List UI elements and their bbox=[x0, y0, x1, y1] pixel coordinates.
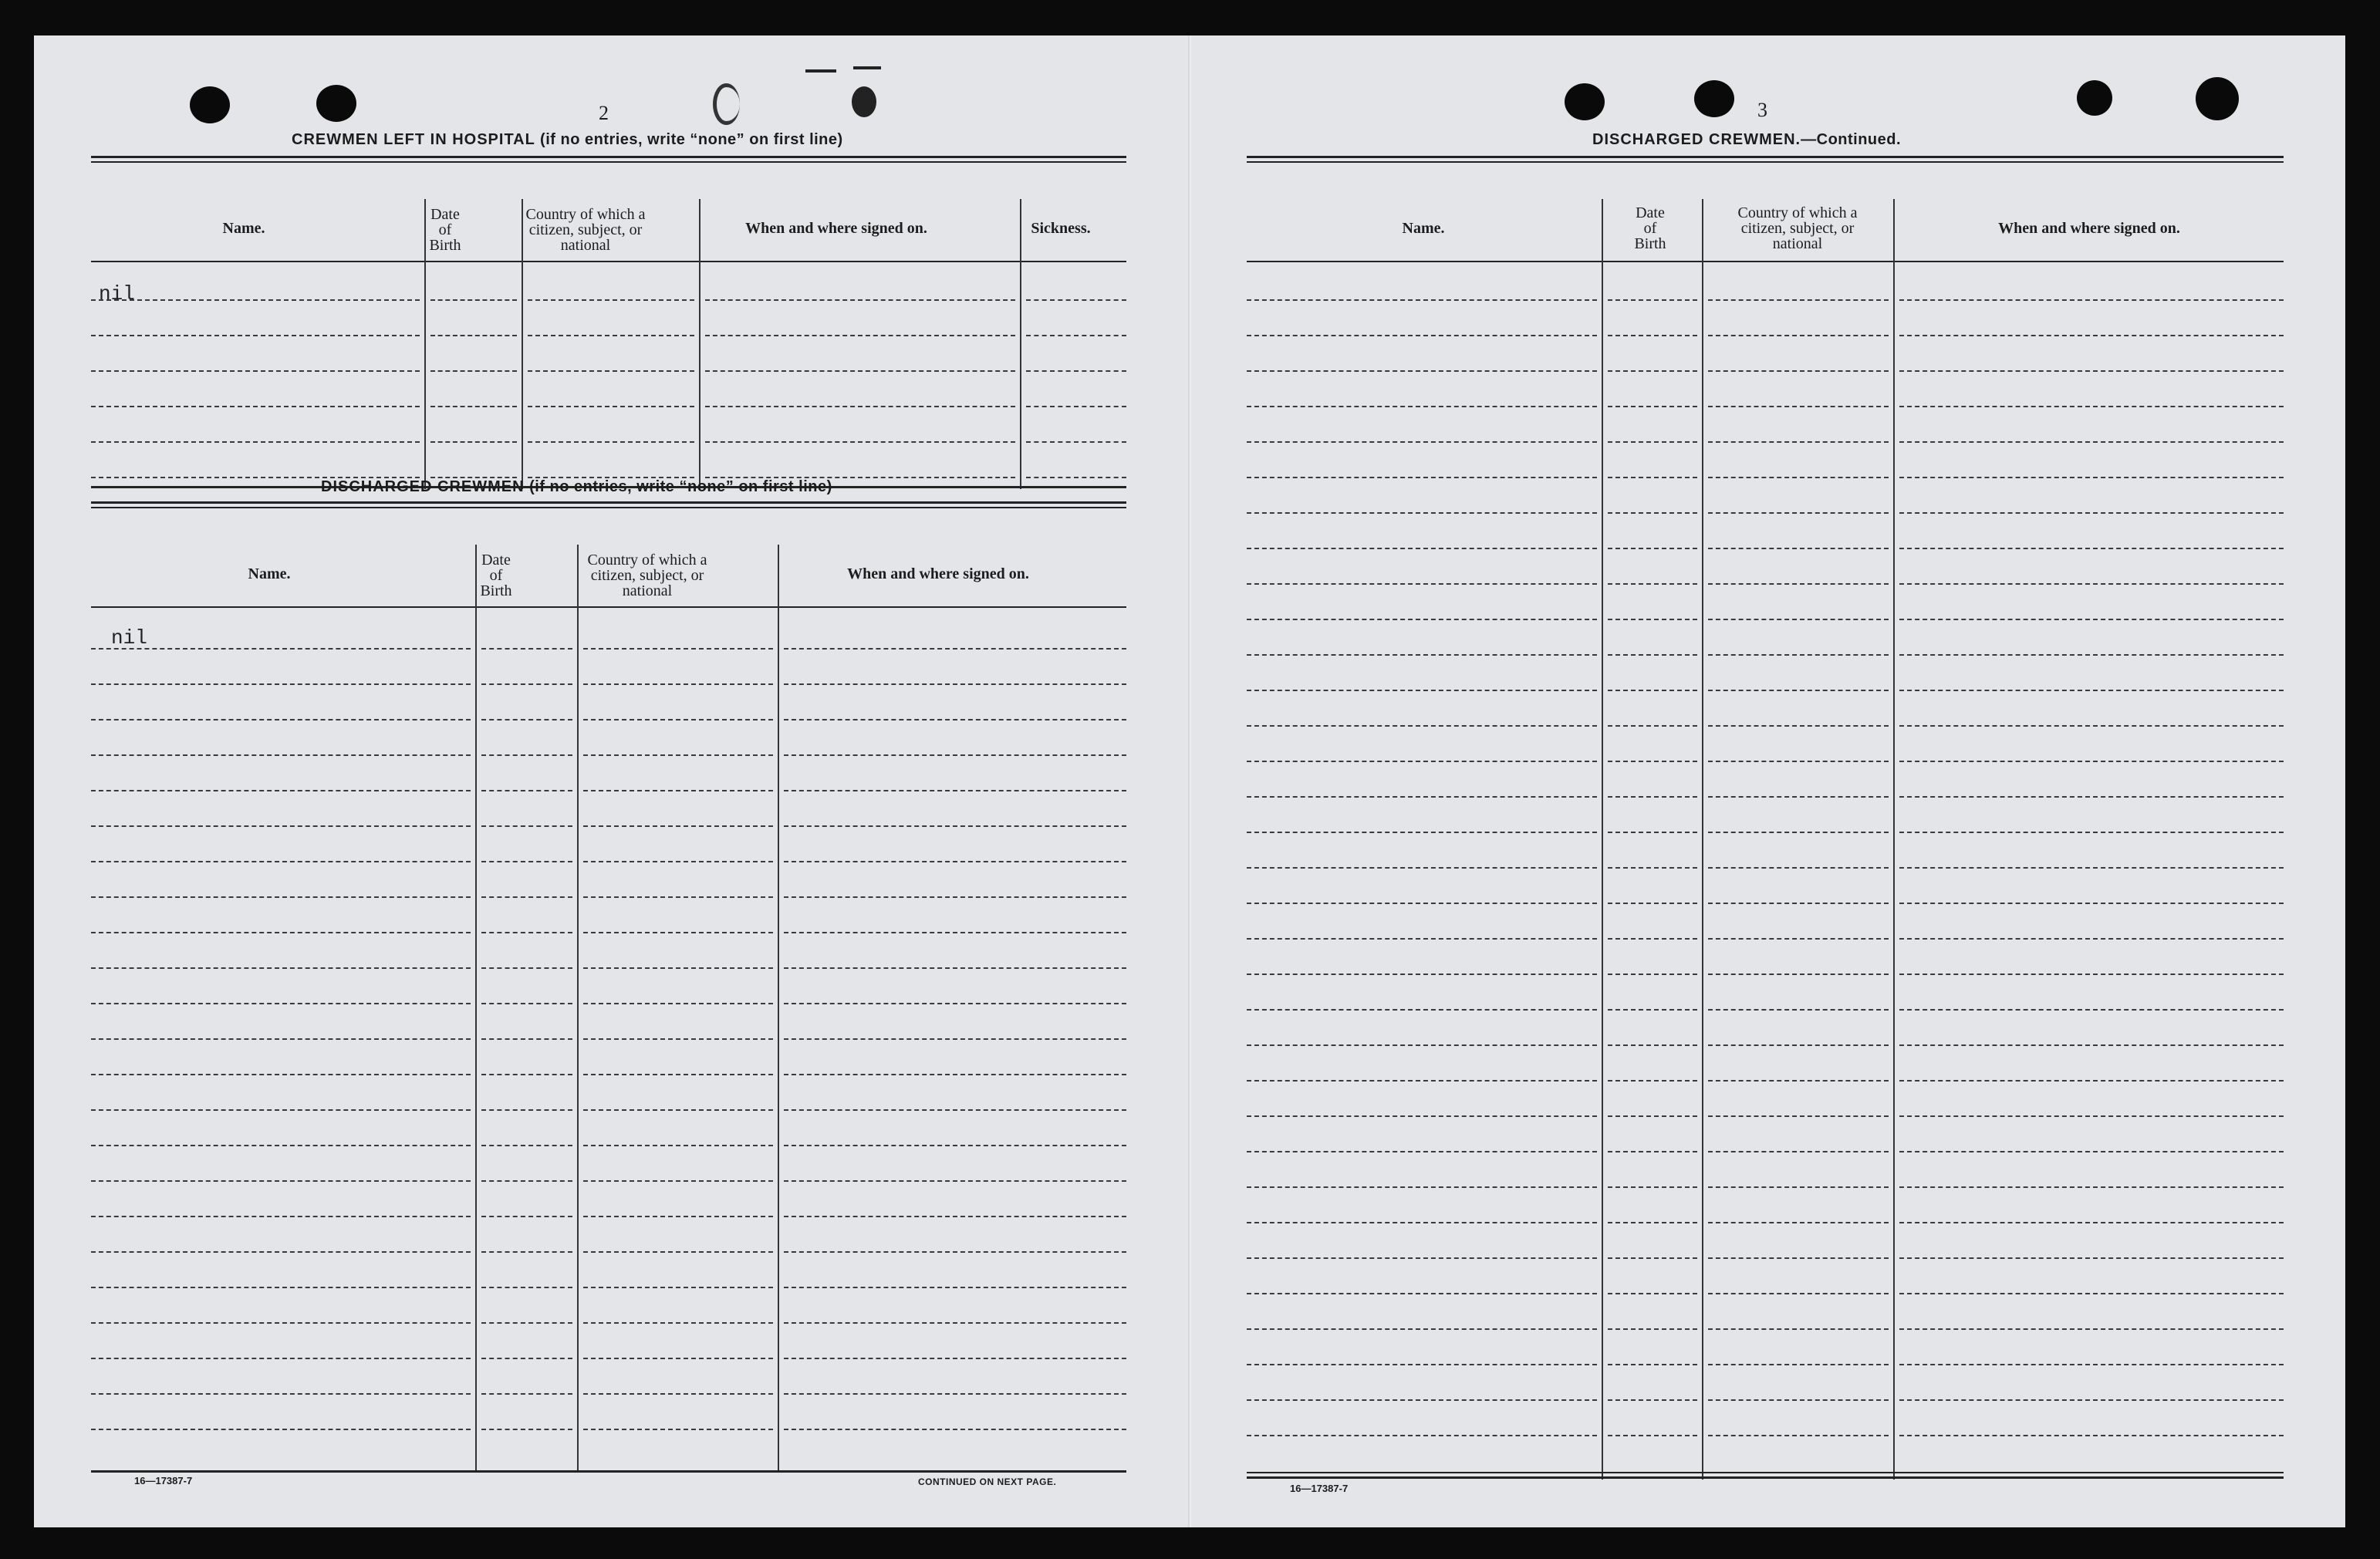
ruled-line bbox=[91, 1074, 471, 1075]
ruled-line bbox=[481, 967, 572, 969]
ruled-line bbox=[583, 967, 773, 969]
ruled-line bbox=[1608, 619, 1697, 620]
ruled-line bbox=[1608, 1151, 1697, 1152]
ruled-line bbox=[430, 299, 517, 301]
ruled-line bbox=[481, 683, 572, 685]
ruled-line bbox=[1247, 1435, 1597, 1436]
ruled-line bbox=[1608, 1186, 1697, 1188]
ruled-line bbox=[1608, 1435, 1697, 1436]
punch-hole bbox=[1565, 83, 1605, 120]
ruled-line bbox=[91, 861, 471, 862]
ink-mark bbox=[805, 69, 836, 73]
ruled-line bbox=[1899, 477, 2284, 478]
ruled-line bbox=[1608, 938, 1697, 940]
ruled-line bbox=[91, 1358, 471, 1359]
ruled-line bbox=[583, 754, 773, 756]
ruled-line bbox=[91, 1322, 471, 1324]
ruled-line bbox=[1708, 1222, 1889, 1223]
ruled-line bbox=[481, 754, 572, 756]
ruled-line bbox=[583, 932, 773, 933]
ruled-line bbox=[1708, 583, 1889, 585]
ruled-line bbox=[481, 1074, 572, 1075]
ruled-line bbox=[91, 754, 471, 756]
col-header-signed-on: When and where signed on. bbox=[847, 565, 1029, 582]
first-entry: nil bbox=[99, 282, 135, 305]
form-number: 16—17387-7 bbox=[1290, 1483, 1349, 1494]
ruled-line bbox=[784, 1038, 1126, 1040]
ruled-line bbox=[91, 1216, 471, 1217]
page-number: 3 bbox=[1757, 99, 1767, 121]
ruled-line bbox=[481, 1393, 572, 1395]
ruled-line bbox=[1247, 1186, 1597, 1188]
ruled-line bbox=[91, 1109, 471, 1111]
ruled-line bbox=[784, 754, 1126, 756]
ruled-line bbox=[1608, 832, 1697, 833]
ruled-line bbox=[1708, 1186, 1889, 1188]
col-header-name: Name. bbox=[1402, 220, 1445, 237]
ruled-line bbox=[91, 370, 420, 372]
ruled-line bbox=[583, 790, 773, 791]
col-header-country: Country of which a citizen, subject, or national bbox=[1737, 204, 1858, 252]
ruled-line bbox=[1608, 690, 1697, 691]
ruled-line bbox=[1247, 725, 1597, 727]
ruled-line bbox=[1899, 1364, 2284, 1365]
ruled-line bbox=[1247, 938, 1597, 940]
ruled-line bbox=[1608, 299, 1697, 301]
ruled-line bbox=[583, 1145, 773, 1146]
punch-hole bbox=[2196, 77, 2239, 120]
ruled-line bbox=[91, 967, 471, 969]
ruled-line bbox=[1899, 583, 2284, 585]
ruled-line bbox=[784, 967, 1126, 969]
ruled-line bbox=[1708, 1080, 1889, 1082]
ruled-line bbox=[1247, 761, 1597, 762]
discharged-continued-table bbox=[1247, 156, 2284, 1480]
ruled-line bbox=[1608, 1399, 1697, 1401]
section-title-hospital bbox=[292, 131, 843, 149]
ruled-line bbox=[1899, 654, 2284, 656]
section-title-note: (if no entries, write “none” on first line) bbox=[529, 478, 832, 495]
ruled-line bbox=[1608, 335, 1697, 336]
ink-mark bbox=[713, 83, 740, 125]
ruled-line bbox=[1899, 903, 2284, 904]
ruled-line bbox=[528, 299, 694, 301]
ruled-line bbox=[481, 1429, 572, 1430]
ruled-line bbox=[1026, 370, 1126, 372]
ruled-line bbox=[1608, 1257, 1697, 1259]
col-header-date-of-birth: Date of Birth bbox=[480, 552, 512, 599]
col-header-sickness: Sickness. bbox=[1031, 220, 1091, 237]
hospital-table bbox=[91, 156, 1126, 488]
ruled-line bbox=[1247, 548, 1597, 549]
ruled-line bbox=[1708, 1115, 1889, 1117]
ruled-line bbox=[91, 932, 471, 933]
ruled-line bbox=[1899, 832, 2284, 833]
ruled-line bbox=[1247, 1293, 1597, 1294]
ruled-line bbox=[1026, 335, 1126, 336]
ruled-line bbox=[1899, 370, 2284, 372]
ruled-line bbox=[1608, 725, 1697, 727]
ruled-line bbox=[91, 1251, 471, 1253]
ruled-line bbox=[1247, 867, 1597, 869]
ruled-line bbox=[583, 896, 773, 898]
ruled-line bbox=[481, 861, 572, 862]
ruled-line bbox=[1708, 1009, 1889, 1011]
ruled-line bbox=[1708, 796, 1889, 798]
ruled-line bbox=[91, 1393, 471, 1395]
ink-mark bbox=[852, 86, 876, 117]
ruled-line bbox=[91, 648, 471, 650]
ruled-line bbox=[583, 1038, 773, 1040]
ruled-line bbox=[583, 719, 773, 720]
ruled-line bbox=[1608, 477, 1697, 478]
ruled-line bbox=[481, 825, 572, 827]
ruled-line bbox=[528, 441, 694, 443]
ruled-line bbox=[1899, 974, 2284, 975]
ruled-line bbox=[1899, 406, 2284, 407]
ruled-line bbox=[430, 406, 517, 407]
ruled-line bbox=[1899, 1257, 2284, 1259]
ruled-line bbox=[1247, 903, 1597, 904]
punch-hole bbox=[316, 85, 356, 122]
ruled-line bbox=[784, 896, 1126, 898]
ruled-line bbox=[583, 825, 773, 827]
col-header-date-of-birth: Date of Birth bbox=[429, 206, 461, 254]
ruled-line bbox=[583, 648, 773, 650]
ruled-line bbox=[1708, 1044, 1889, 1046]
ruled-line bbox=[1708, 335, 1889, 336]
punch-hole bbox=[1694, 80, 1734, 117]
ruled-line bbox=[1899, 1293, 2284, 1294]
ruled-line bbox=[481, 1251, 572, 1253]
ruled-line bbox=[784, 790, 1126, 791]
ruled-line bbox=[1247, 1009, 1597, 1011]
ruled-line bbox=[91, 790, 471, 791]
ruled-line bbox=[1708, 406, 1889, 407]
ruled-line bbox=[481, 1358, 572, 1359]
ruled-line bbox=[1708, 761, 1889, 762]
ruled-line bbox=[1247, 406, 1597, 407]
ruled-line bbox=[784, 1429, 1126, 1430]
ruled-line bbox=[1247, 796, 1597, 798]
ruled-line bbox=[1608, 1009, 1697, 1011]
ruled-line bbox=[91, 406, 420, 407]
ruled-line bbox=[1899, 1115, 2284, 1117]
ruled-line bbox=[91, 1038, 471, 1040]
ruled-line bbox=[481, 790, 572, 791]
ruled-line bbox=[1708, 1435, 1889, 1436]
ruled-line bbox=[1899, 1151, 2284, 1152]
section-title-text: DISCHARGED CREWMEN bbox=[321, 478, 525, 495]
col-header-name: Name. bbox=[222, 220, 265, 237]
col-header-signed-on: When and where signed on. bbox=[1998, 220, 2180, 237]
ruled-line bbox=[1247, 583, 1597, 585]
ruled-line bbox=[1247, 1364, 1597, 1365]
ruled-line bbox=[91, 1429, 471, 1430]
ruled-line bbox=[1708, 867, 1889, 869]
ruled-line bbox=[481, 719, 572, 720]
ruled-line bbox=[1899, 619, 2284, 620]
ink-mark bbox=[853, 66, 881, 69]
ruled-line bbox=[91, 441, 420, 443]
ruled-line bbox=[1608, 1044, 1697, 1046]
ruled-line bbox=[481, 1003, 572, 1004]
ruled-line bbox=[91, 335, 420, 336]
ruled-line bbox=[705, 441, 1015, 443]
ruled-line bbox=[1899, 1009, 2284, 1011]
ruled-line bbox=[784, 1074, 1126, 1075]
ruled-line bbox=[784, 1145, 1126, 1146]
punch-hole bbox=[2077, 80, 2112, 116]
ruled-line bbox=[1899, 938, 2284, 940]
form-number: 16—17387-7 bbox=[134, 1475, 193, 1486]
ruled-line bbox=[1899, 1044, 2284, 1046]
ruled-line bbox=[1247, 654, 1597, 656]
ruled-line bbox=[1608, 1293, 1697, 1294]
ruled-line bbox=[1247, 832, 1597, 833]
ruled-line bbox=[1247, 1115, 1597, 1117]
ruled-line bbox=[91, 719, 471, 720]
col-header-country: Country of which a citizen, subject, or national bbox=[587, 552, 707, 599]
ruled-line bbox=[1899, 690, 2284, 691]
section-title-discharged bbox=[321, 478, 832, 496]
ruled-line bbox=[1247, 299, 1597, 301]
ruled-line bbox=[1247, 1151, 1597, 1152]
ruled-line bbox=[1899, 548, 2284, 549]
ruled-line bbox=[1899, 335, 2284, 336]
discharged-table bbox=[91, 501, 1126, 1473]
ruled-line bbox=[1247, 441, 1597, 443]
continued-note: CONTINUED ON NEXT PAGE. bbox=[918, 1476, 1057, 1487]
ruled-line bbox=[1708, 1293, 1889, 1294]
ruled-line bbox=[1247, 619, 1597, 620]
ruled-line bbox=[1608, 867, 1697, 869]
ruled-line bbox=[1026, 441, 1126, 443]
ruled-line bbox=[1608, 548, 1697, 549]
ruled-line bbox=[705, 299, 1015, 301]
ruled-line bbox=[1247, 1399, 1597, 1401]
ruled-line bbox=[1247, 1328, 1597, 1330]
first-entry: nil bbox=[111, 626, 147, 650]
ruled-line bbox=[481, 648, 572, 650]
ruled-line bbox=[784, 1003, 1126, 1004]
ruled-line bbox=[705, 335, 1015, 336]
ruled-line bbox=[784, 1180, 1126, 1182]
punch-hole bbox=[190, 86, 230, 123]
ruled-line bbox=[784, 1358, 1126, 1359]
ruled-line bbox=[583, 1358, 773, 1359]
ruled-line bbox=[1708, 725, 1889, 727]
ruled-line bbox=[583, 1287, 773, 1288]
ruled-line bbox=[1247, 1222, 1597, 1223]
ruled-line bbox=[1026, 299, 1126, 301]
right-page bbox=[1191, 35, 2345, 1527]
ruled-line bbox=[1608, 1328, 1697, 1330]
col-header-country: Country of which a citizen, subject, or national bbox=[525, 206, 646, 254]
section-title-text: DISCHARGED CREWMEN. bbox=[1592, 131, 1801, 148]
ruled-line bbox=[1708, 1151, 1889, 1152]
ruled-line bbox=[1899, 299, 2284, 301]
ruled-line bbox=[1608, 761, 1697, 762]
ruled-line bbox=[1899, 1399, 2284, 1401]
ruled-line bbox=[430, 441, 517, 443]
ruled-line bbox=[1708, 619, 1889, 620]
ruled-line bbox=[1708, 441, 1889, 443]
ruled-line bbox=[91, 825, 471, 827]
ruled-line bbox=[1247, 1080, 1597, 1082]
ruled-line bbox=[1247, 477, 1597, 478]
ruled-line bbox=[784, 1322, 1126, 1324]
ruled-line bbox=[91, 683, 471, 685]
ruled-line bbox=[528, 406, 694, 407]
ruled-line bbox=[583, 1393, 773, 1395]
ruled-line bbox=[784, 648, 1126, 650]
ruled-line bbox=[583, 1074, 773, 1075]
ruled-line bbox=[1899, 1080, 2284, 1082]
ruled-line bbox=[705, 370, 1015, 372]
ruled-line bbox=[1608, 1080, 1697, 1082]
ruled-line bbox=[1608, 370, 1697, 372]
ruled-line bbox=[1899, 725, 2284, 727]
ruled-line bbox=[583, 1322, 773, 1324]
ruled-line bbox=[1608, 512, 1697, 514]
ruled-line bbox=[1026, 406, 1126, 407]
ruled-line bbox=[1708, 370, 1889, 372]
ruled-line bbox=[1247, 1257, 1597, 1259]
ruled-line bbox=[1708, 690, 1889, 691]
ruled-line bbox=[1608, 583, 1697, 585]
section-title-text: CREWMEN LEFT IN HOSPITAL bbox=[292, 131, 535, 148]
ruled-line bbox=[1026, 477, 1126, 478]
ruled-line bbox=[1708, 1328, 1889, 1330]
ruled-line bbox=[784, 861, 1126, 862]
ruled-line bbox=[91, 1180, 471, 1182]
ruled-line bbox=[583, 1251, 773, 1253]
ruled-line bbox=[1608, 796, 1697, 798]
ruled-line bbox=[91, 1287, 471, 1288]
ruled-line bbox=[1899, 796, 2284, 798]
ruled-line bbox=[784, 1109, 1126, 1111]
ruled-line bbox=[1247, 1044, 1597, 1046]
ruled-line bbox=[1247, 974, 1597, 975]
ruled-line bbox=[91, 1003, 471, 1004]
ruled-line bbox=[481, 1180, 572, 1182]
ruled-line bbox=[1608, 441, 1697, 443]
ruled-line bbox=[583, 1429, 773, 1430]
ruled-line bbox=[1247, 512, 1597, 514]
ruled-line bbox=[91, 299, 420, 301]
ruled-line bbox=[784, 932, 1126, 933]
ruled-line bbox=[430, 370, 517, 372]
ruled-line bbox=[1608, 1364, 1697, 1365]
ruled-line bbox=[481, 1216, 572, 1217]
ruled-line bbox=[1899, 1222, 2284, 1223]
left-page bbox=[34, 35, 1191, 1527]
ruled-line bbox=[784, 1216, 1126, 1217]
ruled-line bbox=[1247, 370, 1597, 372]
ruled-line bbox=[1708, 299, 1889, 301]
section-title-discharged-continued bbox=[1592, 131, 1901, 149]
ruled-line bbox=[705, 406, 1015, 407]
ruled-line bbox=[481, 1038, 572, 1040]
ruled-line bbox=[481, 896, 572, 898]
section-title-note: (if no entries, write “none” on first line) bbox=[540, 131, 843, 148]
ruled-line bbox=[1708, 512, 1889, 514]
ruled-line bbox=[91, 896, 471, 898]
ruled-line bbox=[583, 1003, 773, 1004]
ruled-line bbox=[1708, 548, 1889, 549]
ruled-line bbox=[1899, 512, 2284, 514]
ruled-line bbox=[784, 825, 1126, 827]
ruled-line bbox=[1247, 335, 1597, 336]
ruled-line bbox=[583, 861, 773, 862]
ruled-line bbox=[1608, 406, 1697, 407]
ruled-line bbox=[583, 1109, 773, 1111]
ruled-line bbox=[1708, 477, 1889, 478]
ruled-line bbox=[1899, 1186, 2284, 1188]
ruled-line bbox=[1708, 938, 1889, 940]
ruled-line bbox=[1899, 441, 2284, 443]
ruled-line bbox=[1708, 654, 1889, 656]
ruled-line bbox=[784, 719, 1126, 720]
ruled-line bbox=[784, 683, 1126, 685]
ruled-line bbox=[528, 370, 694, 372]
ruled-line bbox=[528, 335, 694, 336]
ruled-line bbox=[1708, 1257, 1889, 1259]
ruled-line bbox=[1708, 1364, 1889, 1365]
ruled-line bbox=[481, 1322, 572, 1324]
page-number: 2 bbox=[599, 102, 609, 124]
ruled-line bbox=[583, 683, 773, 685]
ruled-line bbox=[784, 1287, 1126, 1288]
ruled-line bbox=[1608, 974, 1697, 975]
ruled-line bbox=[1608, 1222, 1697, 1223]
ruled-line bbox=[784, 1393, 1126, 1395]
ruled-line bbox=[1708, 903, 1889, 904]
col-header-name: Name. bbox=[248, 565, 291, 582]
ruled-line bbox=[1708, 832, 1889, 833]
section-title-suffix: —Continued. bbox=[1801, 131, 1902, 148]
ruled-line bbox=[481, 1287, 572, 1288]
ruled-line bbox=[481, 1109, 572, 1111]
ruled-line bbox=[1899, 1328, 2284, 1330]
ruled-line bbox=[1899, 1435, 2284, 1436]
ruled-line bbox=[1899, 867, 2284, 869]
ruled-line bbox=[1608, 654, 1697, 656]
ruled-line bbox=[583, 1180, 773, 1182]
ruled-line bbox=[1608, 903, 1697, 904]
ruled-line bbox=[1608, 1115, 1697, 1117]
ruled-line bbox=[1708, 1399, 1889, 1401]
ruled-line bbox=[583, 1216, 773, 1217]
ruled-line bbox=[1708, 974, 1889, 975]
ruled-line bbox=[481, 1145, 572, 1146]
ruled-line bbox=[1899, 761, 2284, 762]
ruled-line bbox=[784, 1251, 1126, 1253]
col-header-signed-on: When and where signed on. bbox=[745, 220, 927, 237]
ruled-line bbox=[430, 335, 517, 336]
ruled-line bbox=[1247, 690, 1597, 691]
ruled-line bbox=[91, 1145, 471, 1146]
ruled-line bbox=[481, 932, 572, 933]
col-header-date-of-birth: Date of Birth bbox=[1634, 204, 1666, 252]
